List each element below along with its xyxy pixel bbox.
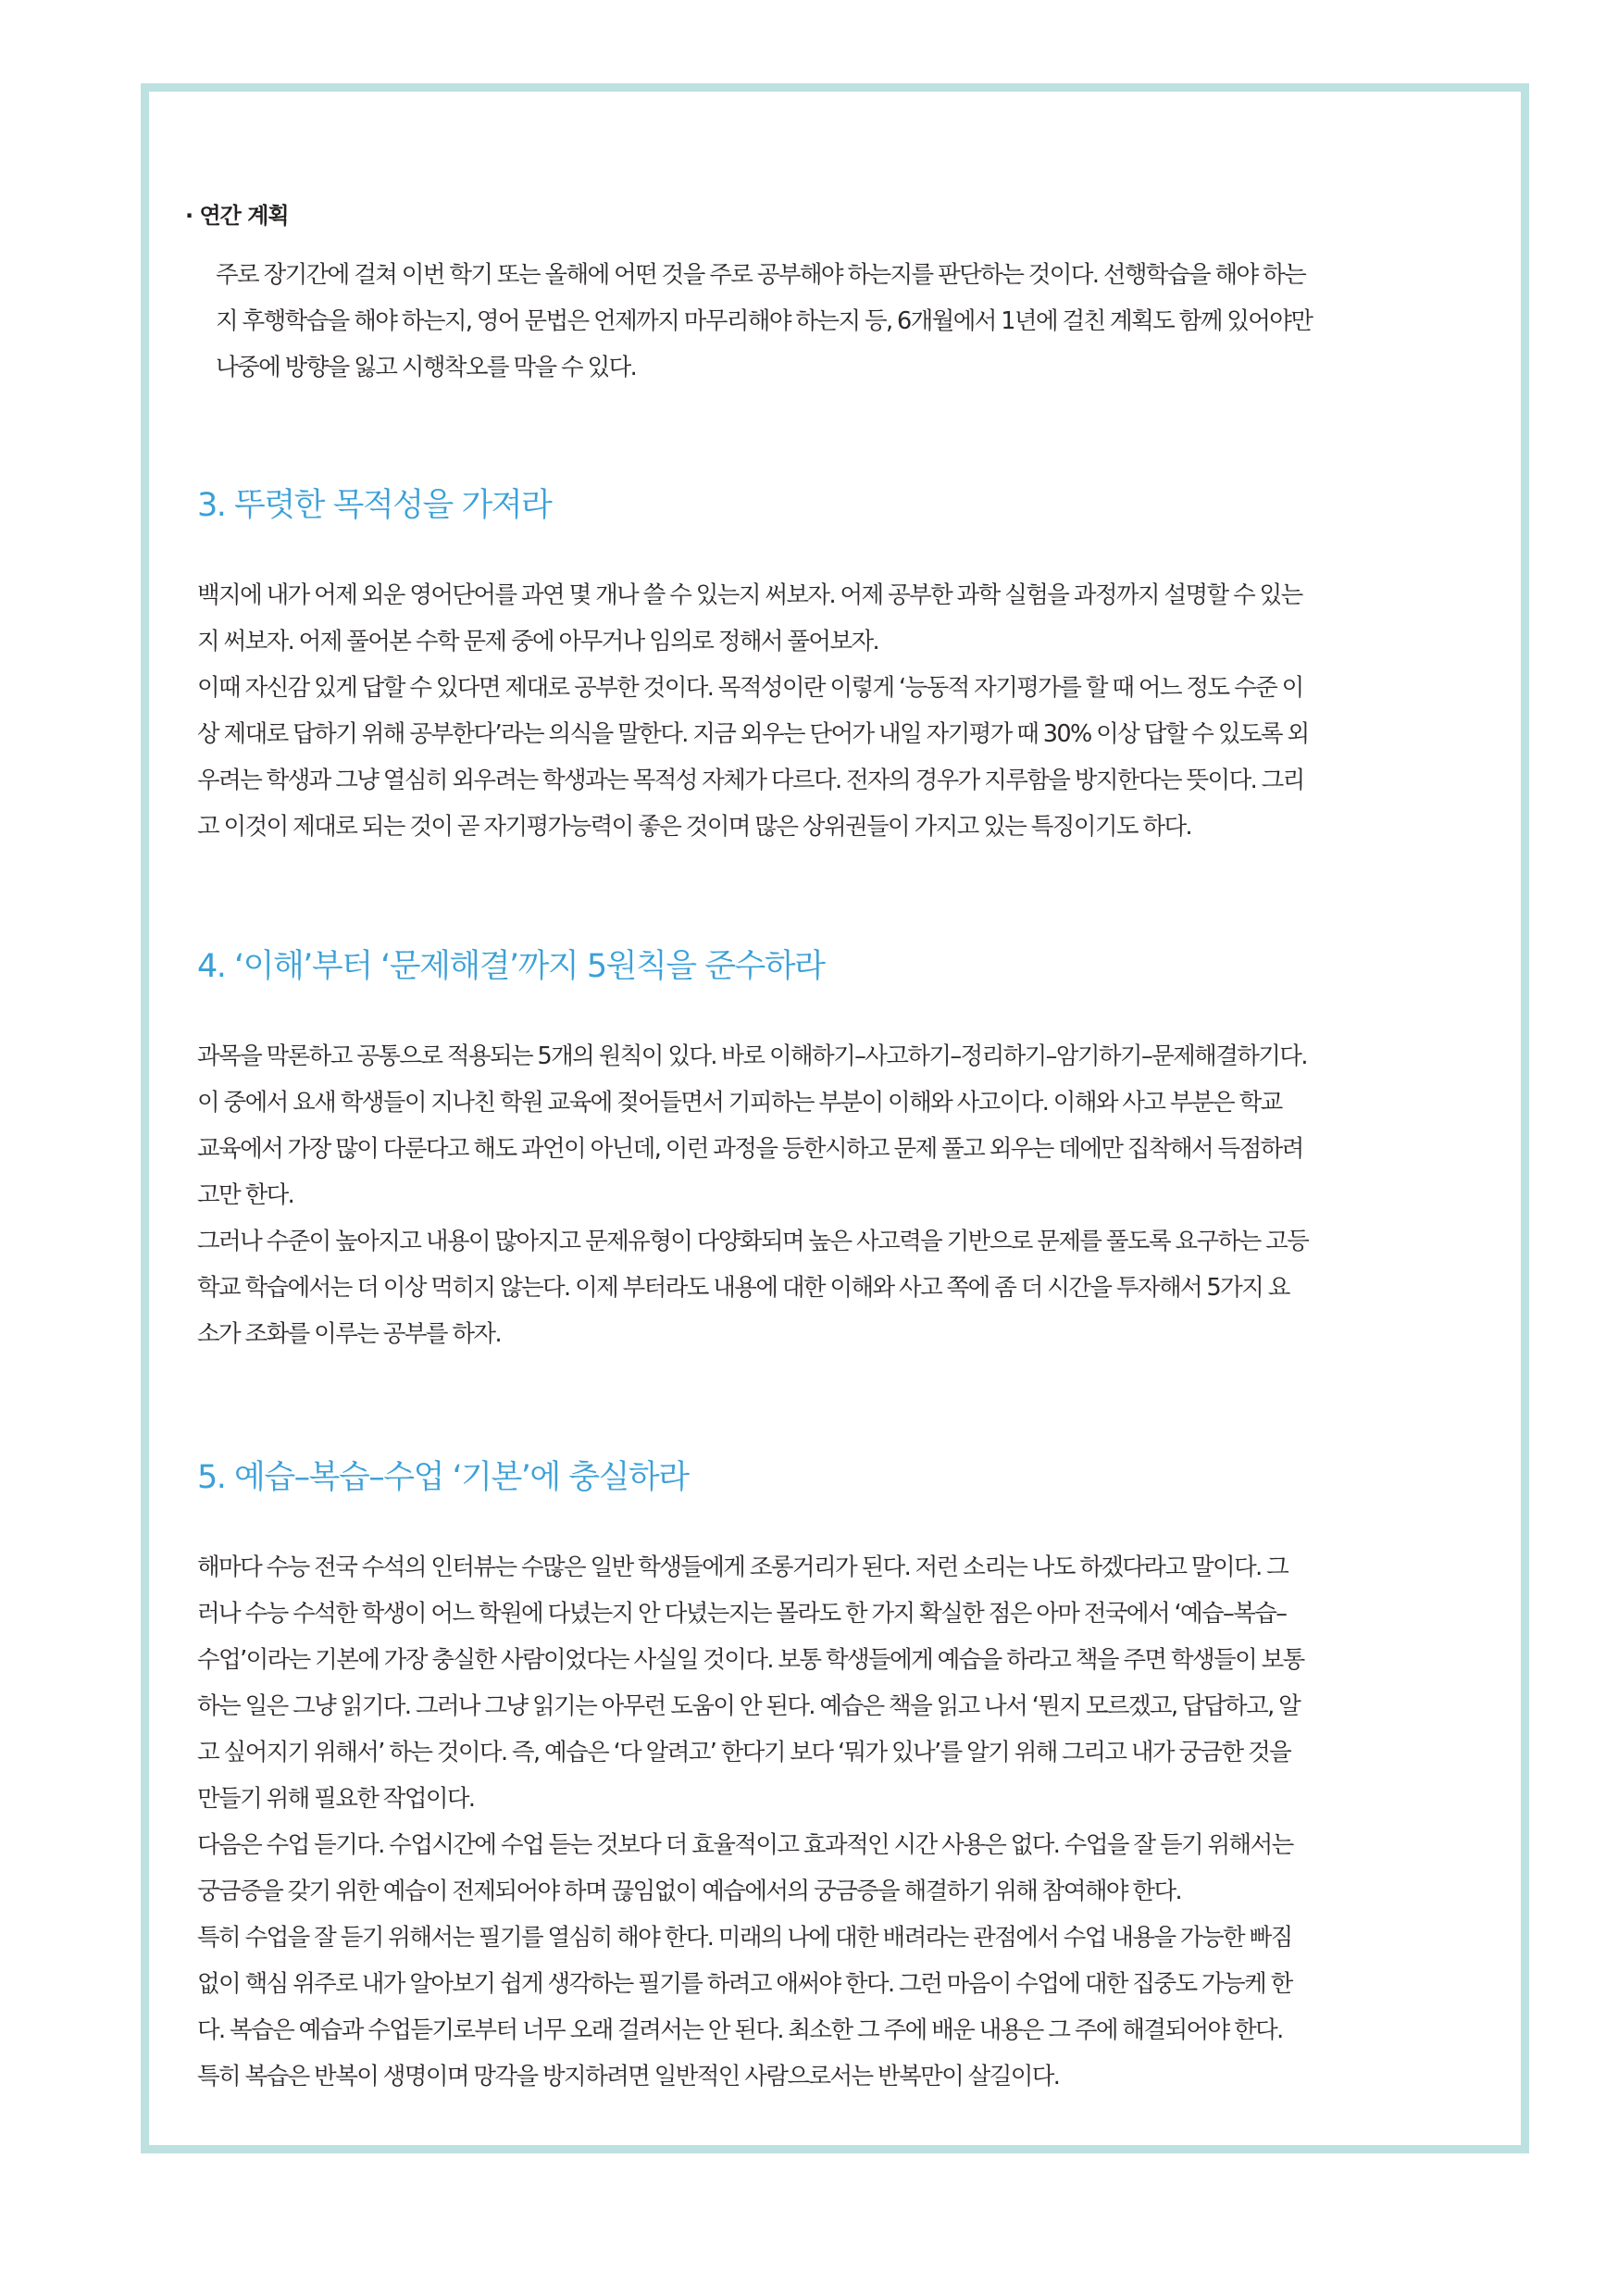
annual-plan-title: · 연간 계획 [185,203,289,229]
section-4-heading: 4. ‘이해’부터 ‘문제해결’까지 5원칙을 준수하라 [197,948,825,985]
section-3-paragraph [197,572,1308,850]
section-3-heading: 3. 뚜렷한 목적성을 가져라 [197,487,552,524]
paragraph-line: 학교 학습에서는 더 이상 먹히지 않는다. 이제 부터라도 내용에 대한 이해와 사고 쪽에 좀 더 시간을 투자해서 5가지 요 [197,1274,1289,1302]
paragraph-line: 특히 복습은 반복이 생명이며 망각을 방지하려면 일반적인 사람으로서는 반복만이 살길이다. [197,2063,1060,2090]
paragraph-line: 궁금증을 갖기 위한 예습이 전제되어야 하며 끊임없이 예습에서의 궁금증을 해결하기 위해 참여해야 한다. [197,1878,1181,1905]
paragraph-line: 고만 한다. [197,1181,294,1209]
paragraph-line: 교육에서 가장 많이 다룬다고 해도 과언이 아닌데, 이런 과정을 등한시하고 문제 풀고 외우는 데에만 집착해서 득점하려 [197,1135,1303,1163]
paragraph-line: 소가 조화를 이루는 공부를 하자. [197,1320,501,1348]
paragraph-line: 해마다 수능 전국 수석의 인터뷰는 수많은 일반 학생들에게 조롱거리가 된다. 저런 소리는 나도 하겠다라고 말이다. 그 [197,1554,1288,1581]
paragraph-line: 이 중에서 요새 학생들이 지나친 학원 교육에 젖어들면서 기피하는 부분이 이해와 사고이다. 이해와 사고 부분은 학교 [197,1089,1282,1117]
paragraph-line: 고 싶어지기 위해서’ 하는 것이다. 즉, 예습은 ‘다 알려고’ 한다기 보다 ‘뭐가 있나’를 알기 위해 그리고 내가 궁금한 것을 [197,1739,1291,1766]
paragraph-line: 러나 수능 수석한 학생이 어느 학원에 다녔는지 안 다녔는지는 몰라도 한 가지 확실한 점은 아마 전국에서 ‘예습–복습– [197,1600,1287,1628]
paragraph-line: 주로 장기간에 걸쳐 이번 학기 또는 올해에 어떤 것을 주로 공부해야 하는지를 판단하는 것이다. 선행학습을 해야 하는 [216,261,1306,289]
section-5-heading: 5. 예습–복습–수업 ‘기본’에 충실하라 [197,1459,689,1496]
paragraph-line: 그러나 수준이 높아지고 내용이 많아지고 문제유형이 다양화되며 높은 사고력을 기반으로 문제를 풀도록 요구하는 고등 [197,1228,1309,1255]
paragraph-line: 우려는 학생과 그냥 열심히 외우려는 학생과는 목적성 자체가 다르다. 전자의 경우가 지루함을 방지한다는 뜻이다. 그리 [197,767,1304,794]
paragraph-line: 상 제대로 답하기 위해 공부한다’라는 의식을 말한다. 지금 외우는 단어가 내일 자기평가 때 30% 이상 답할 수 있도록 외 [197,720,1309,748]
paragraph-line: 나중에 방향을 잃고 시행착오를 막을 수 있다. [216,354,637,381]
section-4-paragraph [197,1033,1308,1357]
paragraph-line: 없이 핵심 위주로 내가 알아보기 쉽게 생각하는 필기를 하려고 애써야 한다. 그런 마음이 수업에 대한 집중도 가능케 한 [197,1970,1292,1998]
paragraph-line: 하는 일은 그냥 읽기다. 그러나 그냥 읽기는 아무런 도움이 안 된다. 예습은 책을 읽고 나서 ‘뭔지 모르겠고, 답답하고, 알 [197,1692,1301,1720]
paragraph-line: 과목을 막론하고 공통으로 적용되는 5개의 원칙이 있다. 바로 이해하기–사고하기–정리하기–암기하기–문제해결하기다. [197,1042,1307,1070]
paragraph-line: 지 후행학습을 해야 하는지, 영어 문법은 언제까지 마무리해야 하는지 등, 6개월에서 1년에 걸친 계획도 함께 있어야만 [216,307,1313,335]
annual-plan-paragraph [216,252,1312,391]
paragraph-line: 고 이것이 제대로 되는 것이 곧 자기평가능력이 좋은 것이며 많은 상위권들이 가지고 있는 특징이기도 하다. [197,813,1192,841]
paragraph-line: 백지에 내가 어제 외운 영어단어를 과연 몇 개나 쓸 수 있는지 써보자. 어제 공부한 과학 실험을 과정까지 설명할 수 있는 [197,581,1302,609]
paragraph-line: 다. 복습은 예습과 수업듣기로부터 너무 오래 걸려서는 안 된다. 최소한 그 주에 배운 내용은 그 주에 해결되어야 한다. [197,2016,1283,2044]
paragraph-line: 수업’이라는 기본에 가장 충실한 사람이었다는 사실일 것이다. 보통 학생들에게 예습을 하라고 책을 주면 학생들이 보통 [197,1646,1304,1674]
paragraph-line: 다음은 수업 듣기다. 수업시간에 수업 듣는 것보다 더 효율적이고 효과적인 시간 사용은 없다. 수업을 잘 듣기 위해서는 [197,1831,1293,1859]
section-5-paragraph [197,1544,1304,2100]
paragraph-line: 만들기 위해 필요한 작업이다. [197,1785,475,1813]
paragraph-line: 특히 수업을 잘 듣기 위해서는 필기를 열심히 해야 한다. 미래의 나에 대한 배려라는 관점에서 수업 내용을 가능한 빠짐 [197,1924,1292,1952]
paragraph-line: 지 써보자. 어제 풀어본 수학 문제 중에 아무거나 임의로 정해서 풀어보자. [197,628,879,655]
paragraph-line: 이때 자신감 있게 답할 수 있다면 제대로 공부한 것이다. 목적성이란 이렇게 ‘능동적 자기평가를 할 때 어느 정도 수준 이 [197,674,1303,702]
